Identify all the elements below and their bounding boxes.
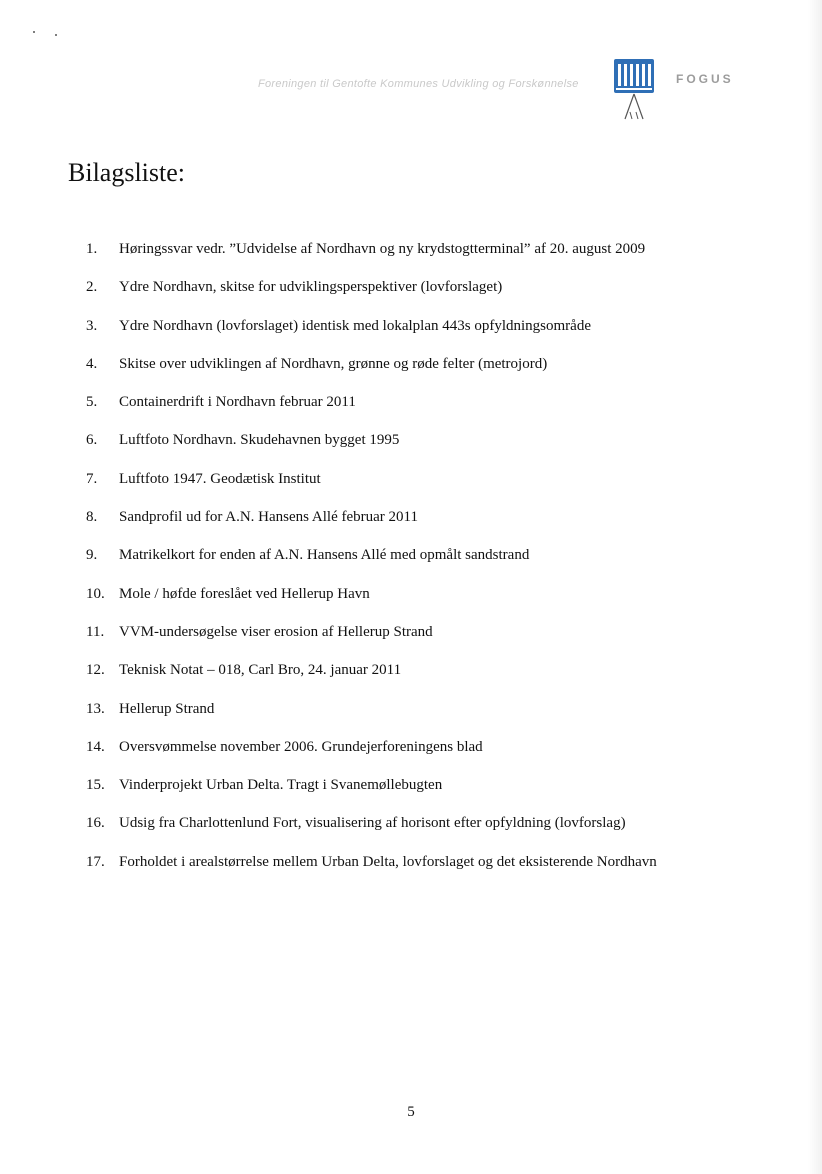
item-text: Forholdet i arealstørrelse mellem Urban Delta, lovforslaget og det eksisterende Nordhavn [119, 853, 657, 870]
item-text: Teknisk Notat – 018, Carl Bro, 24. januar 2011 [119, 662, 402, 679]
item-number: 6. [86, 432, 98, 449]
item-number: 7. [86, 470, 98, 487]
item-number: 8. [86, 509, 98, 526]
list-item [86, 699, 786, 737]
item-text: Mole / høfde foreslået ved Hellerup Havn [119, 585, 370, 602]
item-number: 11. [86, 623, 105, 640]
item-text: Vinderprojekt Urban Delta. Tragt i Svanemøllebugten [119, 777, 443, 794]
item-text: Luftfoto 1947. Geodætisk Institut [119, 470, 321, 487]
organization-name: Foreningen til Gentofte Kommunes Udvikling og Forskønnelse [258, 78, 579, 90]
page-number: 5 [407, 1104, 415, 1120]
list-item [86, 660, 786, 698]
scan-edge-shadow [808, 0, 822, 1174]
building-logo-icon [613, 58, 655, 120]
item-number: 3. [86, 317, 98, 334]
item-text: Matrikelkort for enden af A.N. Hansens Allé med opmålt sandstrand [119, 547, 530, 564]
item-text: Containerdrift i Nordhavn februar 2011 [119, 394, 356, 411]
attachment-list [86, 239, 786, 890]
list-item [86, 622, 786, 660]
list-item [86, 737, 786, 775]
item-number: 2. [86, 279, 98, 296]
item-number: 4. [86, 355, 98, 372]
item-text: Luftfoto Nordhavn. Skudehavnen bygget 1995 [119, 432, 400, 449]
list-item [86, 430, 786, 468]
item-text: Oversvømmelse november 2006. Grundejerforeningens blad [119, 738, 483, 755]
item-number: 5. [86, 394, 98, 411]
list-item [86, 277, 786, 315]
list-item [86, 354, 786, 392]
item-text: Ydre Nordhavn, skitse for udviklingsperspektiver (lovforslaget) [119, 279, 503, 296]
item-text: Ydre Nordhavn (lovforslaget) identisk med lokalplan 443s opfyldningsområde [119, 317, 591, 334]
list-item [86, 239, 786, 277]
list-item [86, 507, 786, 545]
item-number: 12. [86, 662, 105, 679]
item-text: Høringssvar vedr. ”Udvidelse af Nordhavn og ny krydstogtterminal” af 20. august 2009 [119, 241, 646, 257]
item-text: Udsig fra Charlottenlund Fort, visualisering af horisont efter opfyldning (lovforslag) [119, 815, 626, 832]
item-number: 15. [86, 777, 105, 794]
list-item [86, 775, 786, 813]
scan-speck [55, 34, 57, 36]
item-text: Hellerup Strand [119, 700, 215, 717]
list-item [86, 392, 786, 430]
brand-name: FOGUS [676, 72, 734, 86]
list-item [86, 584, 786, 622]
page-title: Bilagsliste: [68, 158, 185, 187]
scan-speck [33, 31, 35, 33]
list-item [86, 469, 786, 507]
list-item [86, 813, 786, 851]
item-number: 16. [86, 815, 105, 832]
item-number: 1. [86, 241, 98, 257]
item-text: VVM-undersøgelse viser erosion af Hellerup Strand [119, 623, 433, 640]
list-item [86, 852, 786, 890]
item-text: Sandprofil ud for A.N. Hansens Allé februar 2011 [119, 509, 418, 526]
item-text: Skitse over udviklingen af Nordhavn, grønne og røde felter (metrojord) [119, 355, 548, 372]
list-item [86, 545, 786, 583]
item-number: 10. [86, 585, 105, 602]
item-number: 9. [86, 547, 98, 564]
list-item [86, 316, 786, 354]
item-number: 14. [86, 738, 105, 755]
item-number: 17. [86, 853, 105, 870]
item-number: 13. [86, 700, 105, 717]
